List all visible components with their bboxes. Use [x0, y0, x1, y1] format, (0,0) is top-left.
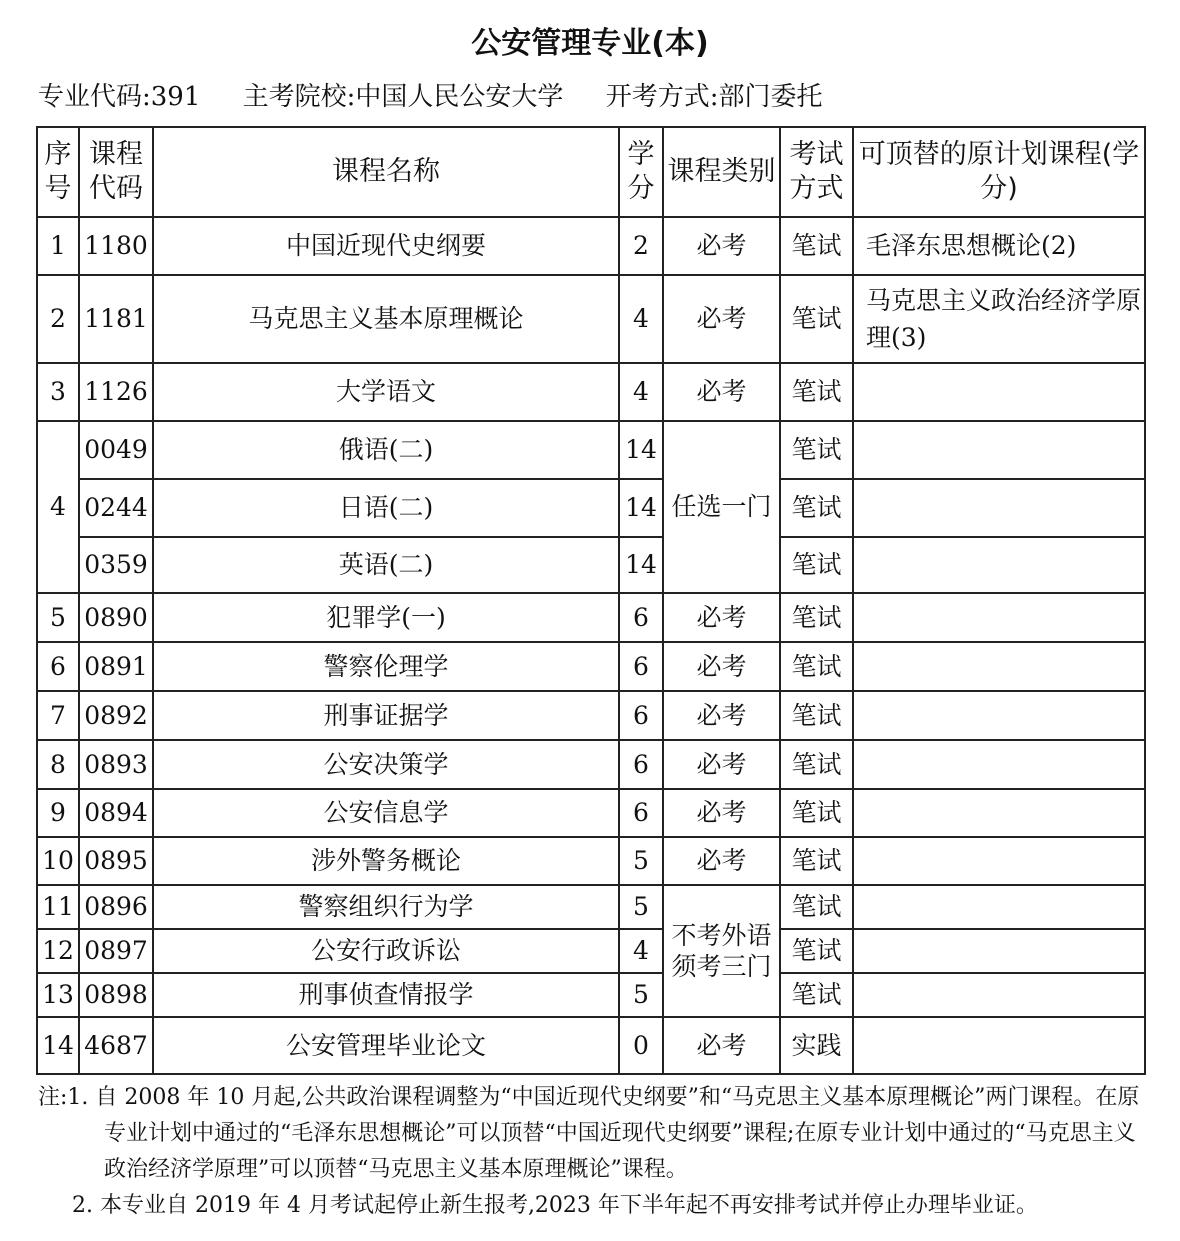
cell-name: 犯罪学(一): [153, 593, 619, 642]
cell-type: 必考: [663, 691, 780, 740]
cell-no: 5: [37, 593, 79, 642]
cell-exam: 笔试: [780, 642, 853, 691]
table-row: [37, 973, 1145, 1017]
cell-name: 涉外警务概论: [153, 837, 619, 885]
cell-exam: 笔试: [780, 885, 853, 929]
cell-type: 任选一门: [663, 421, 780, 593]
cell-exam: 笔试: [780, 929, 853, 973]
cell-no: 9: [37, 789, 79, 837]
cell-credit: 6: [619, 740, 663, 789]
cell-code: 1180: [79, 217, 153, 275]
table-row: [37, 885, 1145, 929]
cell-credit: 5: [619, 973, 663, 1017]
cell-code: 1126: [79, 363, 153, 421]
cell-substitute: [853, 691, 1145, 740]
cell-code: 0898: [79, 973, 153, 1017]
cell-substitute: [853, 973, 1145, 1017]
cell-code: 4687: [79, 1017, 153, 1074]
cell-substitute: [853, 479, 1145, 537]
cell-no: 12: [37, 929, 79, 973]
cell-exam: 笔试: [780, 275, 853, 363]
cell-type: 必考: [663, 642, 780, 691]
cell-no: 10: [37, 837, 79, 885]
exam-mode: 开考方式:部门委托: [605, 82, 823, 112]
cell-no: 13: [37, 973, 79, 1017]
cell-substitute: [853, 421, 1145, 479]
table-row: [37, 479, 1145, 537]
cell-exam: 笔试: [780, 363, 853, 421]
note-2: 2. 本专业自 2019 年 4 月考试起停止新生报考,2023 年下半年起不再安排考试并停止办理毕业证。: [72, 1193, 1038, 1218]
cell-credit: 0: [619, 1017, 663, 1074]
cell-name: 俄语(二): [153, 421, 619, 479]
cell-code: 0893: [79, 740, 153, 789]
cell-substitute: [853, 929, 1145, 973]
cell-type: 必考: [663, 217, 780, 275]
table-row: [37, 275, 1145, 363]
cell-exam: 笔试: [780, 789, 853, 837]
cell-exam: 笔试: [780, 479, 853, 537]
cell-type: 必考: [663, 837, 780, 885]
cell-type: 必考: [663, 593, 780, 642]
cell-no: 2: [37, 275, 79, 363]
table-row: [37, 642, 1145, 691]
cell-credit: 5: [619, 837, 663, 885]
cell-credit: 14: [619, 537, 663, 593]
table-row: [37, 740, 1145, 789]
cell-name: 中国近现代史纲要: [153, 217, 619, 275]
cell-name: 公安决策学: [153, 740, 619, 789]
notes: [38, 1080, 1148, 1224]
major-info: [38, 76, 856, 113]
cell-credit: 4: [619, 275, 663, 363]
table-header: [37, 127, 1145, 217]
col-exam: 考试方式: [780, 127, 853, 217]
cell-no: 11: [37, 885, 79, 929]
cell-name: 英语(二): [153, 537, 619, 593]
table-row: [37, 1017, 1145, 1074]
cell-credit: 2: [619, 217, 663, 275]
cell-code: 1181: [79, 275, 153, 363]
table-row: [37, 789, 1145, 837]
col-no: 序号: [37, 127, 79, 217]
cell-credit: 5: [619, 885, 663, 929]
col-substitute: 可顶替的原计划课程(学分): [853, 127, 1145, 217]
cell-substitute: [853, 837, 1145, 885]
col-type: 课程类别: [663, 127, 780, 217]
cell-credit: 4: [619, 363, 663, 421]
cell-type: 必考: [663, 363, 780, 421]
cell-name: 公安信息学: [153, 789, 619, 837]
page-title: 公安管理专业(本): [471, 26, 709, 61]
cell-code: 0896: [79, 885, 153, 929]
cell-substitute: [853, 537, 1145, 593]
cell-no: 3: [37, 363, 79, 421]
cell-credit: 6: [619, 593, 663, 642]
cell-code: 0895: [79, 837, 153, 885]
cell-exam: 笔试: [780, 740, 853, 789]
cell-substitute: [853, 593, 1145, 642]
cell-type: 必考: [663, 740, 780, 789]
cell-substitute: [853, 642, 1145, 691]
cell-substitute: [853, 1017, 1145, 1074]
cell-no: 4: [37, 421, 79, 593]
table-row: [37, 837, 1145, 885]
table-row: [37, 421, 1145, 479]
table-row: [37, 691, 1145, 740]
cell-code: 0897: [79, 929, 153, 973]
cell-name: 刑事证据学: [153, 691, 619, 740]
cell-exam: 笔试: [780, 217, 853, 275]
col-code: 课程代码: [79, 127, 153, 217]
cell-type: 不考外语须考三门: [663, 885, 780, 1017]
col-name: 课程名称: [153, 127, 619, 217]
cell-no: 14: [37, 1017, 79, 1074]
cell-substitute: 毛泽东思想概论(2): [853, 217, 1145, 275]
cell-code: 0892: [79, 691, 153, 740]
cell-substitute: 马克思主义政治经济学原理(3): [853, 275, 1145, 363]
cell-no: 8: [37, 740, 79, 789]
cell-name: 刑事侦查情报学: [153, 973, 619, 1017]
cell-type: 必考: [663, 789, 780, 837]
table-row: [37, 593, 1145, 642]
cell-credit: 14: [619, 479, 663, 537]
cell-name: 大学语文: [153, 363, 619, 421]
note-1: 注:1. 自 2008 年 10 月起,公共政治课程调整为“中国近现代史纲要”和“马克思主义基本原理概论”两门课程。在原专业计划中通过的“毛泽东思想概论”可以顶替“中国近现代史纲要”课程;在原专业计划中通过的“马克思主义政治经济学原理”可以顶替“马克思主义基本原理概论”课程。: [38, 1085, 1140, 1182]
table-row: [37, 537, 1145, 593]
table-row: [37, 363, 1145, 421]
cell-no: 7: [37, 691, 79, 740]
course-table: [36, 126, 1146, 1075]
cell-code: 0894: [79, 789, 153, 837]
cell-substitute: [853, 789, 1145, 837]
exam-school: 主考院校:中国人民公安大学: [242, 82, 564, 112]
cell-exam: 笔试: [780, 691, 853, 740]
cell-name: 公安管理毕业论文: [153, 1017, 619, 1074]
cell-exam: 笔试: [780, 973, 853, 1017]
cell-credit: 6: [619, 789, 663, 837]
cell-credit: 6: [619, 691, 663, 740]
cell-exam: 笔试: [780, 593, 853, 642]
cell-code: 0890: [79, 593, 153, 642]
cell-name: 警察伦理学: [153, 642, 619, 691]
cell-exam: 笔试: [780, 537, 853, 593]
cell-credit: 4: [619, 929, 663, 973]
table-row: [37, 929, 1145, 973]
cell-code: 0049: [79, 421, 153, 479]
cell-name: 公安行政诉讼: [153, 929, 619, 973]
table-row: [37, 217, 1145, 275]
cell-type: 必考: [663, 1017, 780, 1074]
cell-code: 0244: [79, 479, 153, 537]
cell-name: 日语(二): [153, 479, 619, 537]
cell-code: 0891: [79, 642, 153, 691]
cell-exam: 笔试: [780, 421, 853, 479]
cell-exam: 笔试: [780, 837, 853, 885]
cell-substitute: [853, 740, 1145, 789]
col-credit: 学分: [619, 127, 663, 217]
cell-name: 马克思主义基本原理概论: [153, 275, 619, 363]
cell-exam: 实践: [780, 1017, 853, 1074]
cell-credit: 6: [619, 642, 663, 691]
cell-name: 警察组织行为学: [153, 885, 619, 929]
cell-substitute: [853, 363, 1145, 421]
cell-no: 6: [37, 642, 79, 691]
major-code: 专业代码:391: [38, 82, 201, 112]
cell-substitute: [853, 885, 1145, 929]
cell-code: 0359: [79, 537, 153, 593]
cell-credit: 14: [619, 421, 663, 479]
cell-no: 1: [37, 217, 79, 275]
cell-type: 必考: [663, 275, 780, 363]
